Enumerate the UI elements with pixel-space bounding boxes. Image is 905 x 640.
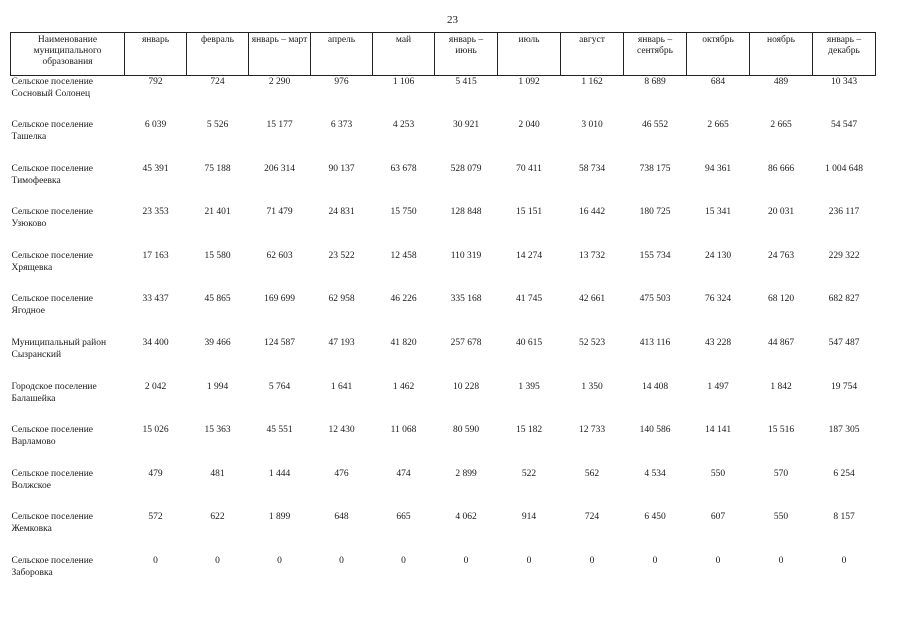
table-row bbox=[11, 250, 876, 294]
column-header: Наименование муниципального образования bbox=[11, 33, 125, 76]
table-cell-value: 0 bbox=[526, 556, 532, 567]
table-cell-value: 2 899 bbox=[455, 468, 477, 479]
table-cell-value: 1 994 bbox=[206, 381, 229, 392]
table-row bbox=[11, 424, 876, 468]
table-cell-value: 39 466 bbox=[204, 338, 231, 349]
table-cell-value: 1 004 648 bbox=[825, 163, 863, 174]
table-cell-value: 5 526 bbox=[206, 120, 229, 131]
municipality-name: Сельское поселение Хрящевка bbox=[11, 250, 94, 273]
table-cell-value: 140 586 bbox=[639, 425, 671, 436]
municipality-name: Муниципальный район Сызранский bbox=[11, 338, 107, 361]
table-cell-value: 41 745 bbox=[515, 294, 543, 305]
table-row bbox=[11, 76, 876, 120]
table-cell-value: 94 361 bbox=[704, 163, 732, 174]
table-cell-value: 14 408 bbox=[641, 381, 669, 392]
table-cell-value: 2 665 bbox=[770, 120, 792, 131]
table-cell-value: 40 615 bbox=[515, 338, 543, 349]
municipality-name: Сельское поселение Тимофеевка bbox=[11, 163, 94, 186]
table-cell-value: 738 175 bbox=[639, 163, 671, 174]
table-cell-value: 54 547 bbox=[830, 120, 858, 131]
municipal-data-table bbox=[10, 32, 876, 599]
table-cell-value: 17 163 bbox=[142, 250, 169, 261]
table-cell-value: 12 733 bbox=[578, 425, 606, 436]
table-cell-value: 24 831 bbox=[328, 207, 355, 218]
table-cell-value: 1 350 bbox=[581, 381, 603, 392]
column-header: июль bbox=[498, 33, 561, 76]
column-header: январь – декабрь bbox=[813, 33, 876, 76]
table-cell-value: 58 734 bbox=[578, 163, 606, 174]
table-cell-value: 90 137 bbox=[328, 163, 355, 174]
table-cell-value: 550 bbox=[773, 512, 789, 523]
table-cell-value: 80 590 bbox=[452, 425, 480, 436]
table-cell-value: 562 bbox=[584, 468, 600, 479]
table-cell-value: 236 117 bbox=[828, 207, 860, 218]
table-cell-value: 24 130 bbox=[704, 250, 732, 261]
table-row bbox=[11, 511, 876, 555]
table-cell-value: 0 bbox=[215, 556, 220, 567]
table-cell-value: 16 442 bbox=[578, 207, 606, 218]
table-cell-value: 46 552 bbox=[641, 120, 669, 131]
table-row bbox=[11, 206, 876, 250]
table-cell-value: 10 343 bbox=[830, 77, 858, 87]
table-cell-value: 155 734 bbox=[639, 250, 671, 261]
table-cell-value: 15 177 bbox=[266, 120, 293, 131]
column-header: ноябрь bbox=[750, 33, 813, 76]
table-cell-value: 75 188 bbox=[204, 163, 231, 174]
table-cell-value: 15 580 bbox=[204, 250, 231, 261]
table-cell-value: 4 062 bbox=[455, 512, 477, 523]
table-cell-value: 1 462 bbox=[392, 381, 415, 392]
table-cell-value: 3 010 bbox=[581, 120, 603, 131]
table-cell-value: 2 042 bbox=[144, 381, 167, 392]
table-cell-value: 52 523 bbox=[578, 338, 606, 349]
municipality-name: Сельское поселение Сосновый Солонец bbox=[11, 77, 94, 99]
table-cell-value: 169 699 bbox=[264, 294, 295, 305]
table-cell-value: 14 274 bbox=[515, 250, 543, 261]
table-cell-value: 607 bbox=[710, 512, 726, 523]
column-header: октябрь bbox=[687, 33, 750, 76]
table-cell-value: 479 bbox=[148, 468, 163, 479]
table-cell-value: 1 395 bbox=[518, 381, 540, 392]
table-cell-value: 15 516 bbox=[767, 425, 795, 436]
table-cell-value: 180 725 bbox=[639, 207, 671, 218]
column-header: январь – март bbox=[249, 33, 311, 76]
table-cell-value: 5 764 bbox=[268, 381, 291, 392]
table-cell-value: 4 253 bbox=[392, 120, 415, 131]
table-cell-value: 257 678 bbox=[450, 338, 482, 349]
table-cell-value: 71 479 bbox=[266, 207, 293, 218]
table-cell-value: 475 503 bbox=[639, 294, 671, 305]
table-cell-value: 914 bbox=[521, 512, 537, 523]
table-cell-value: 8 157 bbox=[833, 512, 855, 523]
table-cell-value: 489 bbox=[773, 77, 789, 87]
municipality-name: Сельское поселение Узюково bbox=[11, 207, 94, 230]
table-cell-value: 43 228 bbox=[704, 338, 732, 349]
table-row bbox=[11, 468, 876, 512]
table-cell-value: 45 551 bbox=[266, 425, 293, 436]
table-cell-value: 42 661 bbox=[578, 294, 606, 305]
table-cell-value: 0 bbox=[153, 556, 158, 567]
table-cell-value: 68 120 bbox=[767, 294, 795, 305]
table-cell-value: 792 bbox=[148, 77, 163, 87]
table-cell-value: 46 226 bbox=[390, 294, 417, 305]
table-cell-value: 684 bbox=[710, 77, 726, 87]
table-cell-value: 1 162 bbox=[581, 77, 603, 87]
column-header: май bbox=[373, 33, 435, 76]
table-cell-value: 19 754 bbox=[830, 381, 858, 392]
table-cell-value: 622 bbox=[210, 512, 225, 523]
table-cell-value: 6 254 bbox=[833, 468, 855, 479]
table-cell-value: 0 bbox=[339, 556, 344, 567]
table-cell-value: 10 228 bbox=[452, 381, 480, 392]
column-header: февраль bbox=[187, 33, 249, 76]
municipality-name: Сельское поселение Ягодное bbox=[11, 294, 94, 317]
table-cell-value: 15 341 bbox=[704, 207, 732, 218]
table-cell-value: 0 bbox=[277, 556, 282, 567]
table-cell-value: 0 bbox=[778, 556, 784, 567]
municipality-name: Городское поселение Балашейка bbox=[11, 381, 97, 404]
table-cell-value: 4 534 bbox=[644, 468, 666, 479]
table-row bbox=[11, 381, 876, 425]
table-cell-value: 33 437 bbox=[142, 294, 169, 305]
table-cell-value: 187 305 bbox=[828, 425, 860, 436]
table-cell-value: 528 079 bbox=[450, 163, 482, 174]
column-header: январь – июнь bbox=[435, 33, 498, 76]
table-cell-value: 0 bbox=[652, 556, 658, 567]
table-cell-value: 15 026 bbox=[142, 425, 169, 436]
table-cell-value: 15 182 bbox=[515, 425, 543, 436]
table-cell-value: 23 353 bbox=[142, 207, 169, 218]
column-header: январь bbox=[125, 33, 187, 76]
table-cell-value: 1 641 bbox=[330, 381, 353, 392]
table-cell-value: 21 401 bbox=[204, 207, 231, 218]
table-cell-value: 0 bbox=[715, 556, 721, 567]
table-cell-value: 0 bbox=[589, 556, 595, 567]
column-header: апрель bbox=[311, 33, 373, 76]
municipality-name: Сельское поселение Жемковка bbox=[11, 512, 94, 535]
municipality-name: Сельское поселение Заборовка bbox=[11, 556, 94, 579]
table-cell-value: 6 450 bbox=[644, 512, 666, 523]
table-cell-value: 335 168 bbox=[450, 294, 482, 305]
table-cell-value: 724 bbox=[584, 512, 600, 523]
table-cell-value: 45 865 bbox=[204, 294, 231, 305]
table-cell-value: 682 827 bbox=[828, 294, 860, 305]
table-cell-value: 62 603 bbox=[266, 250, 293, 261]
table-cell-value: 572 bbox=[148, 512, 163, 523]
table-cell-value: 481 bbox=[210, 468, 225, 479]
table-cell-value: 547 487 bbox=[828, 338, 860, 349]
table-cell-value: 1 092 bbox=[518, 77, 540, 87]
table-cell-value: 1 842 bbox=[770, 381, 792, 392]
table-cell-value: 23 522 bbox=[328, 250, 355, 261]
table-cell-value: 0 bbox=[463, 556, 469, 567]
table-cell-value: 413 116 bbox=[639, 338, 671, 349]
table-cell-value: 5 415 bbox=[455, 77, 477, 87]
table-cell-value: 15 750 bbox=[390, 207, 417, 218]
page-number: 23 bbox=[447, 14, 458, 26]
table-cell-value: 1 106 bbox=[392, 77, 415, 87]
table-cell-value: 1 899 bbox=[268, 512, 291, 523]
column-header: январь – сентябрь bbox=[624, 33, 687, 76]
municipality-name: Сельское поселение Волжское bbox=[11, 468, 94, 491]
table-cell-value: 20 031 bbox=[767, 207, 795, 218]
table-cell-value: 15 363 bbox=[204, 425, 231, 436]
table-cell-value: 6 373 bbox=[330, 120, 353, 131]
table-cell-value: 24 763 bbox=[767, 250, 795, 261]
table-cell-value: 62 958 bbox=[328, 294, 355, 305]
table-row bbox=[11, 163, 876, 207]
table-cell-value: 70 411 bbox=[516, 163, 542, 174]
table-cell-value: 1 497 bbox=[707, 381, 729, 392]
table-cell-value: 128 848 bbox=[450, 207, 482, 218]
table-cell-value: 206 314 bbox=[264, 163, 295, 174]
table-cell-value: 2 290 bbox=[268, 77, 291, 87]
table-cell-value: 76 324 bbox=[704, 294, 732, 305]
table-cell-value: 12 458 bbox=[390, 250, 417, 261]
table-cell-value: 648 bbox=[334, 512, 349, 523]
table-cell-value: 474 bbox=[396, 468, 411, 479]
table-cell-value: 12 430 bbox=[328, 425, 355, 436]
table-cell-value: 45 391 bbox=[142, 163, 169, 174]
table-cell-value: 124 587 bbox=[264, 338, 295, 349]
table-cell-value: 47 193 bbox=[328, 338, 355, 349]
table-row bbox=[11, 293, 876, 337]
table-cell-value: 2 040 bbox=[518, 120, 540, 131]
table-cell-value: 2 665 bbox=[707, 120, 729, 131]
table-cell-value: 110 319 bbox=[450, 250, 482, 261]
table-cell-value: 476 bbox=[334, 468, 349, 479]
table-cell-value: 522 bbox=[521, 468, 537, 479]
municipality-name: Сельское поселение Варламово bbox=[11, 425, 94, 448]
table-cell-value: 11 068 bbox=[390, 425, 417, 436]
table-row bbox=[11, 555, 876, 599]
table-body bbox=[11, 76, 876, 599]
table-cell-value: 6 039 bbox=[144, 120, 167, 131]
table-row bbox=[11, 119, 876, 163]
table-cell-value: 665 bbox=[396, 512, 411, 523]
table-cell-value: 13 732 bbox=[578, 250, 606, 261]
table-header-row bbox=[11, 33, 876, 76]
table-cell-value: 41 820 bbox=[390, 338, 417, 349]
table-cell-value: 550 bbox=[710, 468, 726, 479]
table-cell-value: 63 678 bbox=[390, 163, 417, 174]
table-cell-value: 1 444 bbox=[268, 468, 291, 479]
table-cell-value: 34 400 bbox=[142, 338, 169, 349]
table-cell-value: 30 921 bbox=[452, 120, 480, 131]
table-cell-value: 8 689 bbox=[644, 77, 666, 87]
column-header: август bbox=[561, 33, 624, 76]
table-cell-value: 0 bbox=[841, 556, 847, 567]
table-cell-value: 86 666 bbox=[767, 163, 795, 174]
table-cell-value: 976 bbox=[334, 77, 349, 87]
table-cell-value: 570 bbox=[773, 468, 789, 479]
table-cell-value: 724 bbox=[210, 77, 225, 87]
table-cell-value: 14 141 bbox=[704, 425, 732, 436]
municipality-name: Сельское поселение Ташелка bbox=[11, 120, 94, 143]
table-cell-value: 44 867 bbox=[767, 338, 795, 349]
table-row bbox=[11, 337, 876, 381]
table-cell-value: 229 322 bbox=[828, 250, 860, 261]
table-cell-value: 0 bbox=[401, 556, 406, 567]
table-cell-value: 15 151 bbox=[515, 207, 543, 218]
